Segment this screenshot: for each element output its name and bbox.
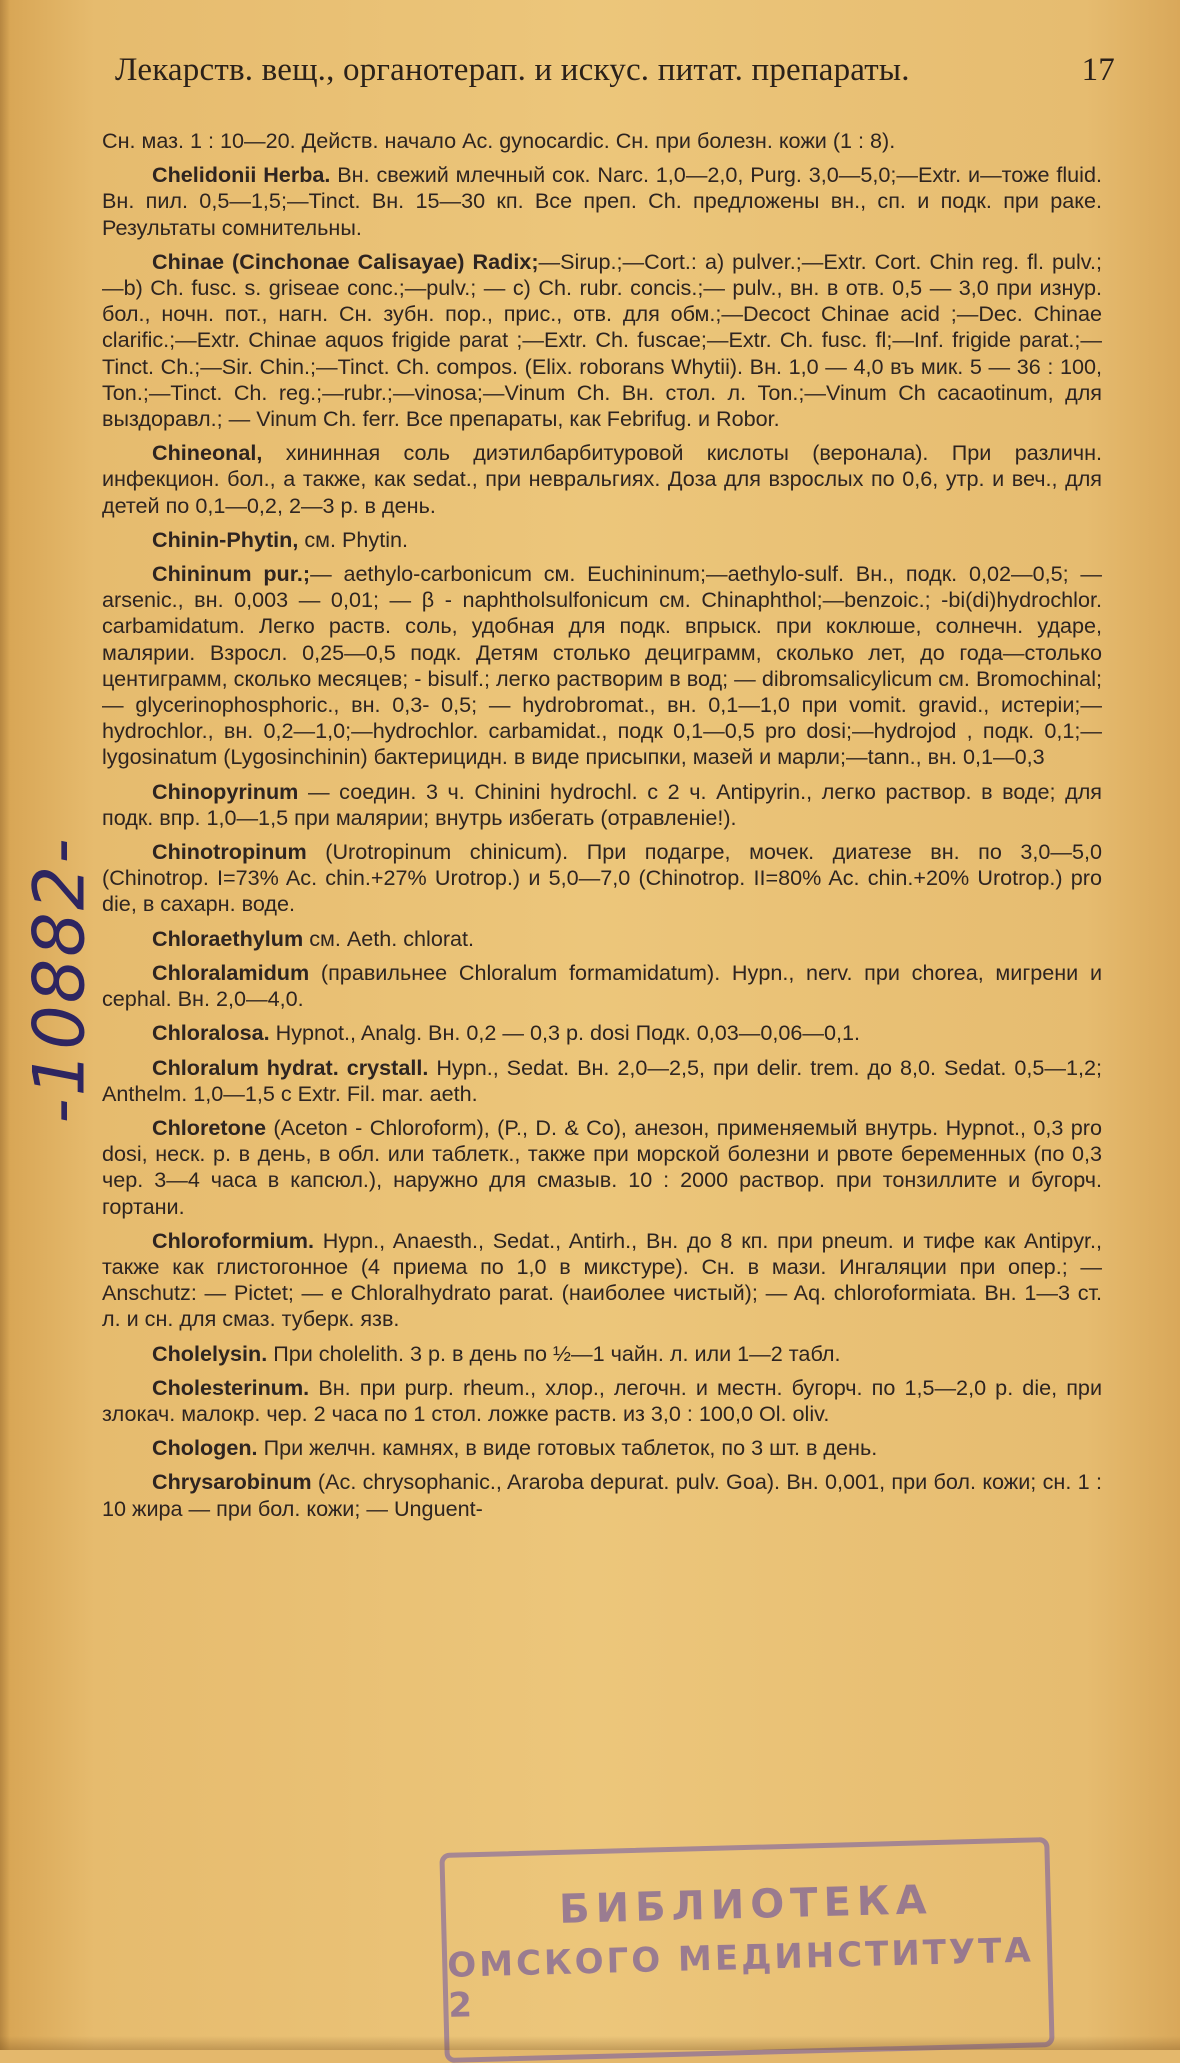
entry-text: см. Aeth. chlorat.	[309, 925, 475, 951]
entry-text: —Sirup.;—Cort.: a) pulver.;—Extr. Cort. Chin reg. fl. pulv.;—b) Ch. fusc. s. griseae conc.;—pulv.; — c) Ch. rubr. concis.;— pulv., вн. в отв. 0,5 — 3,0 при изнур. бол., ночн. пот., нагн. Сн. зубн. пор., прис., отв. для обм.;—Decoct Chinae acid ;—Dec. Chinae clarific.;—Extr. Chinae aquos frigide parat ;—Extr. Ch. fuscae;—Extr. Ch. fusc. fl;—Inf. frigide parat.;—Tinct. Ch.;—Sir. Chin.;—Tinct. Ch. compos. (Elix. roborans Whytii). Вн. 1,0 — 4,0 въ мик. 5 — 36 : 100, Ton.;—Tinct. Ch. reg.;—rubr.;—vinosa;—Vinum Ch. Вн. стол. л. Ton.;—Vinum Ch cacaotinum, для выздоравл.; — Vinum Ch. ferr. Все препараты, как Febrifug. и Robor.	[102, 248, 1102, 432]
entry-headword: Chinotropinum	[152, 839, 307, 865]
running-header	[115, 52, 1115, 89]
entry-chloretone	[102, 1115, 1102, 1220]
entry-text: см. Phytin.	[304, 526, 409, 552]
entry-text: — соедин. 3 ч. Chinini hydrochl. с 2 ч. Antipyrin., легко раствор. в воде; для подк. впр. 1,0—1,5 при малярии; внутрь избегать (отравленiе!).	[102, 778, 1103, 830]
entry-text: Вн. при purp. rheum., хлор., легочн. и местн. бугорч. по 1,5—2,0 p. die, при злокач. малокр. чер. 2 часа по 1 стол. ложке раств. из 3,0 : 100,0 Ol. oliv.	[102, 1374, 1103, 1426]
header-title: Лекарств. вещ., органотерап. и искус. питат. препараты.	[115, 52, 910, 88]
dictionary-body	[102, 128, 1102, 1530]
entry-chinin-phytin	[102, 527, 1102, 553]
entry-chloralosa	[102, 1020, 1102, 1046]
entry-headword: Cholesterinum.	[152, 1374, 310, 1400]
entry-headword: Chologen.	[152, 1435, 258, 1461]
entry-chloraethylum	[102, 926, 1102, 952]
entry-headword: Chloralamidum	[152, 959, 310, 985]
entry-chloralum	[102, 1055, 1102, 1107]
entry-text: Hypnot., Analg. Вн. 0,2 — 0,3 p. dosi Подк. 0,03—0,06—0,1.	[275, 1020, 861, 1046]
entry-chelidonii	[102, 162, 1102, 241]
entry-continuation: Сн. маз. 1 : 10—20. Действ. начало Ac. gynocardic. Сн. при болезн. кожи (1 : 8).	[102, 128, 896, 153]
entry-headword: Chrysarobinum	[152, 1469, 312, 1495]
entry-text: Hypn., Sedat. Вн. 2,0—2,5, при delir. trem. до 8,0. Sedat. 0,5—1,2; Anthelm. 1,0—1,5 с Extr. Fil. mar. aeth.	[102, 1054, 1103, 1106]
entry-text: (Ac. chrysophanic., Araroba depurat. pulv. Goa). Вн. 0,001, при бол. кожи; сн. 1 : 10 жира — при бол. кожи; — Unguent-	[102, 1469, 1102, 1521]
entry-text: — aethylo-carbonicum см. Euchininum;—aethylo-sulf. Вн., подк. 0,02—0,5; — arsenic., вн. 0,003 — 0,01; — β - naphtholsulfonicum см. Chinaphthol;—benzoic.; -bi(di)hydrochlor. carbamidatum. Легко раств. соль, удобная для подк. впрыск. при коклюше, солнечн. ударе, малярии. Взросл. 0,25—0,5 подк. Детям столько дециграмм, сколько лет, до года—столько центиграмм, сколько месяцев; - bisulf.; легко растворим в вод; — dibromsalicylicum см. Bromochinal; — glycerinophosphoric., вн. 0,3- 0,5; — hydrobromat., вн. 0,1—1,0 при vomit. gravid., истерiи;—hydrochlor., вн. 0,2—1,0;—hydrochlor. carbamidat., подк 0,1—0,5 pro dosi;—hydrojod , подк. 0,1;—lygosinatum (Lygosinchinin) бактерицидн. в виде присыпки, мазей и марли;—tann., вн. 0,1—0,3	[102, 561, 1102, 770]
entry-headword: Chelidonii Herba.	[152, 162, 331, 188]
entry-cholelysin	[102, 1341, 1102, 1367]
entry-chloroformium	[102, 1228, 1102, 1333]
page-number: 17	[1081, 52, 1115, 88]
entry-headword: Chloralosa.	[152, 1020, 270, 1046]
entry-headword: Chineonal,	[152, 440, 263, 466]
entry-chloralamidum	[102, 960, 1102, 1012]
entry-text: хининная соль диэтилбарбитуровой кислоты (веронала). При различн. инфекцион. бол., а также, как sedat., при невральгиях. Доза для взрослых по 0,6, утр. и веч., для детей по 0,1—0,2, 2—3 р. в день.	[102, 440, 1103, 518]
entry-chinae	[102, 249, 1102, 432]
stamp-line-2: ОМСКОГО МЕДИНСТИТУТА 2	[446, 1930, 1035, 2026]
stamp-line-1: БИБЛИОТЕКА	[558, 1877, 934, 1933]
entry-text: Hypn., Anaesth., Sedat., Antirh., Вн. до 8 кп. при pneum. и тифе как Antipyr., также как глистогонное (4 приема по 1,0 в микстуре). Сн. в мази. Ингаляции при опер.; — Anschutz: — Pictet; — e Chloralhydrato parat. (наиболее чистый); — Aq. chloroformiata. Вн. 1—3 ст. л. и сн. для смаз. туберк. язв.	[102, 1227, 1102, 1332]
entry-text: При желчн. камнях, в виде готовых таблеток, по 3 шт. в день.	[263, 1435, 878, 1461]
entry-chininum	[102, 561, 1102, 771]
entry-headword: Chloraethylum	[152, 925, 304, 951]
entry-text: При cholelith. 3 р. в день по ½—1 чайн. л. или 1—2 табл.	[273, 1340, 841, 1366]
page-edge-shadow	[0, 0, 10, 2050]
entry-headword: Chinopyrinum	[152, 778, 299, 804]
inventory-number-text: -10882-	[19, 836, 102, 1124]
library-stamp	[439, 1837, 1054, 2063]
entry-chinopyrinum	[102, 779, 1102, 831]
entry-chineonal	[102, 440, 1102, 519]
page-bottom-edge	[0, 2036, 1180, 2050]
entry-chologen	[102, 1435, 1102, 1461]
entry-text: (Aceton - Chloroform), (P., D. & Co), анезон, применяемый внутрь. Hypnot., 0,3 pro dosi, неск. р. в день, в обл. или таблетк., также при морской болезни и рвоте беременных (по 0,3 чер. 3—4 часа в капсюл.), наружно для смазыв. 10 : 2000 раствор. при тонзиллите и бугорч. гортани.	[102, 1114, 1103, 1219]
entry-chrysarobinum	[102, 1469, 1102, 1521]
entry-headword: Cholelysin.	[152, 1340, 268, 1366]
entry-headword: Chinin-Phytin,	[152, 526, 299, 552]
entry-text: (Urotropinum chinicum). При подагре, мочек. диатезе вн. по 3,0—5,0 (Chinotrop. I=73% Ac. chin.+27% Urotrop.) и 5,0—7,0 (Chinotrop. II=80% Ac. chin.+20% Urotrop.) pro die, в сахарн. воде.	[102, 839, 1103, 917]
entry-headword: Chloralum hydrat. crystall.	[152, 1054, 429, 1080]
entry-cholesterinum	[102, 1375, 1102, 1427]
entry-headword: Chloretone	[152, 1114, 266, 1140]
entry-headword: Chloroformium.	[152, 1227, 314, 1253]
entry-text: (правильнее Chloralum formamidatum). Hypn., nerv. при chorea, мигрени и cephal. Вн. 2,0—4,0.	[102, 959, 1103, 1012]
entry-headword: Chininum pur.;	[152, 561, 311, 587]
handwritten-inventory-number	[20, 770, 100, 1190]
entry-text: Вн. свежий млечный сок. Narc. 1,0—2,0, Purg. 3,0—5,0;—Extr. и—тоже fluid. Вн. пил. 0,5—1,5;—Tinct. Вн. 15—30 кп. Все преп. Ch. предложены вн., сп. и подк. при раке. Результаты сомнительны.	[102, 162, 1102, 240]
entry-chinotropinum	[102, 839, 1102, 918]
entry-headword: Chinae (Cinchonae Calisayae) Radix;	[152, 248, 539, 274]
